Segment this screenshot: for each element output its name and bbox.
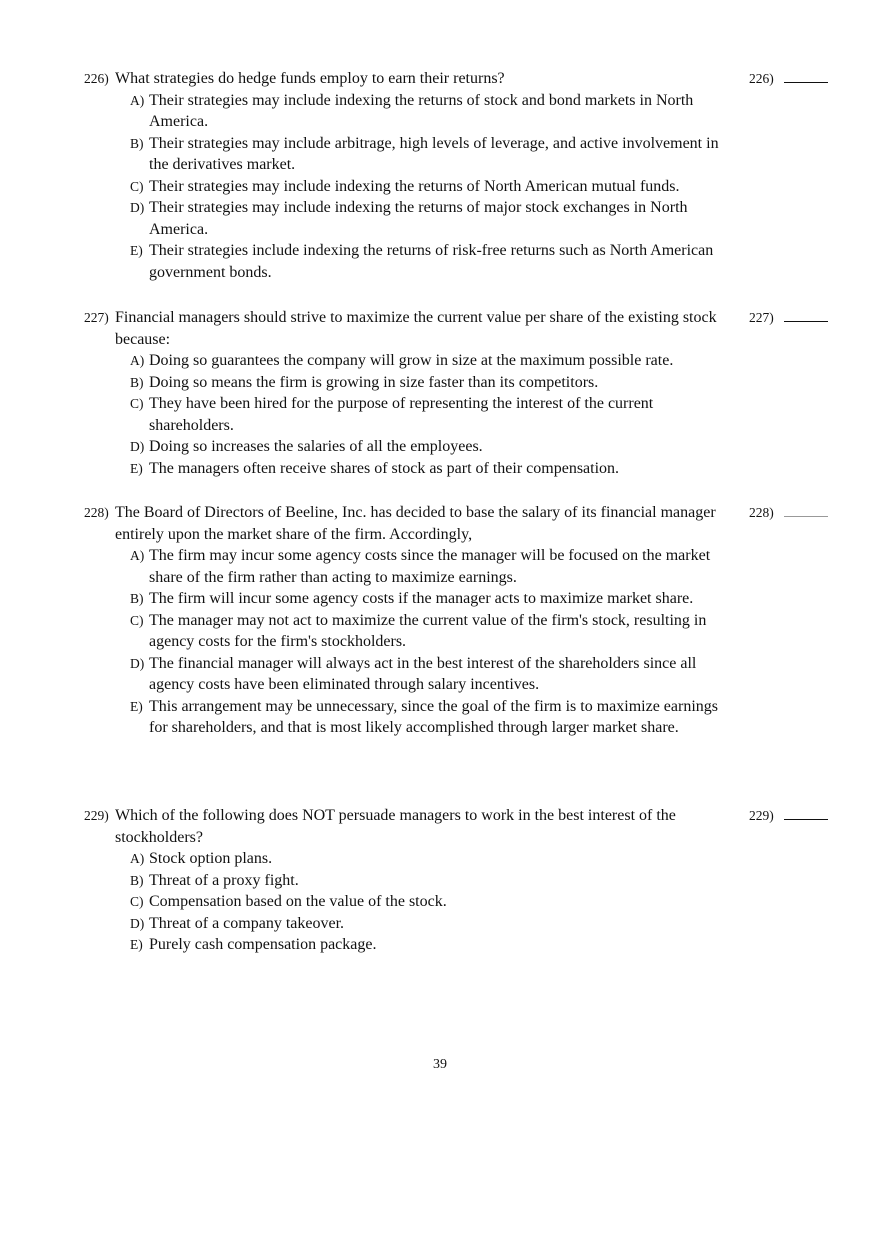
option-b <box>84 133 844 176</box>
option-d <box>84 913 844 935</box>
question-text: What strategies do hedge funds employ to earn their returns? <box>115 70 505 87</box>
option-letter: A) <box>130 353 145 368</box>
answer-number: 227) <box>749 310 774 325</box>
option-letter: C) <box>130 612 144 628</box>
question-text: The Board of Directors of Beeline, Inc. has decided to base the salary of its financial manager entirely upon the market share of the firm. Accordingly, <box>115 504 716 543</box>
answer-options <box>84 350 844 479</box>
option-letter: D) <box>130 915 145 931</box>
question-229 <box>84 805 844 956</box>
option-text: This arrangement may be unnecessary, since the goal of the firm is to maximize earnings for shareholders, and that is most likely accomplished through larger market share. <box>149 697 718 736</box>
option-letter: C) <box>130 396 144 411</box>
option-a <box>84 350 844 372</box>
question-text: Which of the following does NOT persuade managers to work in the best interest of the stockholders? <box>115 807 676 846</box>
answer-blank[interactable] <box>784 82 828 83</box>
option-letter: C) <box>130 178 144 194</box>
option-letter: A) <box>130 92 145 108</box>
option-letter: B) <box>130 591 144 606</box>
option-letter: D) <box>130 655 145 671</box>
option-letter: E) <box>130 698 143 714</box>
question-number: 227) <box>84 310 109 325</box>
answer-number: 229) <box>749 808 774 823</box>
option-text: The firm may incur some agency costs since the manager will be focused on the market share of the firm rather than acting to maximize earnings. <box>149 547 711 586</box>
option-letter: E) <box>130 460 143 476</box>
option-a <box>84 90 844 133</box>
option-letter: B) <box>130 135 144 151</box>
question-226 <box>84 68 844 283</box>
option-letter: D) <box>130 439 145 454</box>
option-text: Threat of a proxy fight. <box>149 871 299 889</box>
answer-number: 228) <box>749 505 774 520</box>
question-228 <box>84 502 844 739</box>
answer-options <box>84 90 844 284</box>
option-letter: A) <box>130 851 145 866</box>
question-number: 226) <box>84 71 109 86</box>
question-stem <box>84 307 844 350</box>
option-text: Their strategies may include arbitrage, high levels of leverage, and active involvement in the derivatives market. <box>149 134 719 173</box>
option-text: Stock option plans. <box>149 850 273 867</box>
option-letter: A) <box>130 548 145 563</box>
option-e <box>84 934 844 956</box>
option-c <box>84 176 844 198</box>
option-text: Their strategies may include indexing the returns of stock and bond markets in North America. <box>149 91 694 130</box>
option-text: Doing so means the firm is growing in size faster than its competitors. <box>149 373 599 391</box>
answer-options <box>84 848 844 956</box>
option-letter: E) <box>130 243 143 258</box>
option-text: Doing so guarantees the company will grow in size at the maximum possible rate. <box>149 352 674 369</box>
question-number: 229) <box>84 808 109 823</box>
option-text: Threat of a company takeover. <box>149 914 345 932</box>
question-stem <box>84 805 844 848</box>
option-d <box>84 436 844 458</box>
option-letter: B) <box>130 872 144 888</box>
option-text: The managers often receive shares of stock as part of their compensation. <box>149 459 620 477</box>
option-text: Their strategies may include indexing the returns of North American mutual funds. <box>149 177 680 195</box>
option-c <box>84 393 844 436</box>
option-b <box>84 588 844 610</box>
option-letter: D) <box>130 200 145 215</box>
option-letter: B) <box>130 374 144 390</box>
option-text: The firm will incur some agency costs if the manager acts to maximize market share. <box>149 590 694 607</box>
option-c <box>84 891 844 913</box>
option-text: Their strategies include indexing the returns of risk-free returns such as North American government bonds. <box>149 242 714 281</box>
option-e <box>84 458 844 480</box>
question-stem <box>84 502 844 545</box>
option-e <box>84 696 844 739</box>
option-a <box>84 545 844 588</box>
answer-options <box>84 545 844 739</box>
option-c <box>84 610 844 653</box>
answer-blank[interactable] <box>784 516 828 517</box>
answer-blank[interactable] <box>784 321 828 322</box>
option-e <box>84 240 844 283</box>
option-d <box>84 197 844 240</box>
option-letter: E) <box>130 937 143 952</box>
page-number: 39 <box>433 1057 447 1072</box>
option-text: Compensation based on the value of the stock. <box>149 893 447 910</box>
option-b <box>84 372 844 394</box>
option-d <box>84 653 844 696</box>
answer-blank[interactable] <box>784 819 828 820</box>
option-text: The manager may not act to maximize the current value of the firm's stock, resulting in agency costs for the firm's stockholders. <box>149 611 707 650</box>
option-letter: C) <box>130 894 144 909</box>
question-number: 228) <box>84 505 109 520</box>
question-text: Financial managers should strive to maximize the current value per share of the existing stock because: <box>115 309 717 348</box>
option-a <box>84 848 844 870</box>
option-text: Purely cash compensation package. <box>149 936 377 953</box>
question-stem <box>84 68 844 90</box>
option-text: Doing so increases the salaries of all the employees. <box>149 438 483 455</box>
option-text: The financial manager will always act in the best interest of the shareholders since all agency costs have been eliminated through salary incentives. <box>149 654 697 693</box>
answer-number: 226) <box>749 71 774 86</box>
option-text: Their strategies may include indexing the returns of major stock exchanges in North America. <box>149 199 688 238</box>
question-227 <box>84 307 844 479</box>
option-b <box>84 870 844 892</box>
option-text: They have been hired for the purpose of representing the interest of the current shareholders. <box>149 395 654 434</box>
